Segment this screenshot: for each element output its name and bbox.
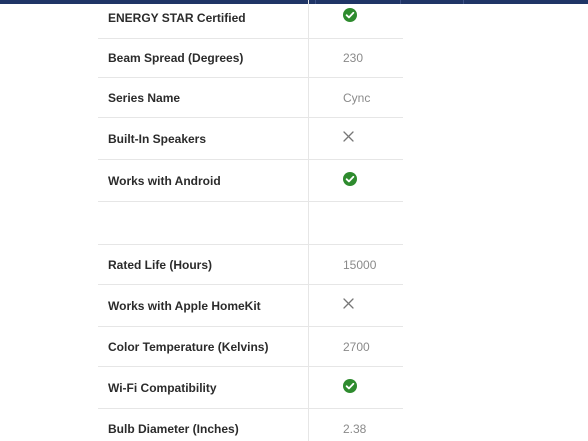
spec-row-rated-life <box>98 245 403 285</box>
spec-label: Series Name <box>98 78 309 117</box>
spec-row-energy-star <box>98 0 403 39</box>
specifications-table <box>98 0 403 441</box>
spec-row-wifi-compatibility <box>98 367 403 409</box>
spec-label: Works with Apple HomeKit <box>98 285 309 326</box>
spec-row-blank <box>98 202 403 245</box>
spec-value <box>309 160 403 201</box>
x-icon <box>343 298 354 309</box>
spec-value: 15000 <box>343 257 377 272</box>
spec-value <box>309 0 403 38</box>
spec-row-apple-homekit <box>98 285 403 327</box>
spec-value: 2.38 <box>343 422 367 436</box>
x-icon <box>343 131 354 142</box>
spec-value: 230 <box>343 51 364 65</box>
spec-label: Wi-Fi Compatibility <box>98 367 309 408</box>
spec-row-bulb-diameter <box>98 409 403 441</box>
spec-value: Cync <box>343 90 371 105</box>
spec-label: ENERGY STAR Certified <box>98 0 309 38</box>
spec-label: Color Temperature (Kelvins) <box>98 327 309 366</box>
check-icon <box>343 172 357 186</box>
spec-label: Bulb Diameter (Inches) <box>98 409 309 441</box>
spec-row-series-name <box>98 78 403 118</box>
check-icon <box>343 8 357 22</box>
spec-label: Beam Spread (Degrees) <box>98 39 309 77</box>
spec-label: Built-In Speakers <box>98 118 309 159</box>
spec-value <box>309 367 403 408</box>
spec-label <box>98 202 309 244</box>
spec-label: Works with Android <box>98 160 309 201</box>
spec-label: Rated Life (Hours) <box>98 245 309 284</box>
spec-row-beam-spread <box>98 39 403 78</box>
spec-value <box>309 285 403 326</box>
spec-value: 2700 <box>343 339 370 354</box>
spec-row-color-temperature <box>98 327 403 367</box>
spec-row-built-in-speakers <box>98 118 403 160</box>
header-divider <box>463 0 464 4</box>
spec-value <box>309 118 403 159</box>
check-icon <box>343 379 357 393</box>
spec-row-works-with-android <box>98 160 403 202</box>
spec-value <box>309 202 403 244</box>
